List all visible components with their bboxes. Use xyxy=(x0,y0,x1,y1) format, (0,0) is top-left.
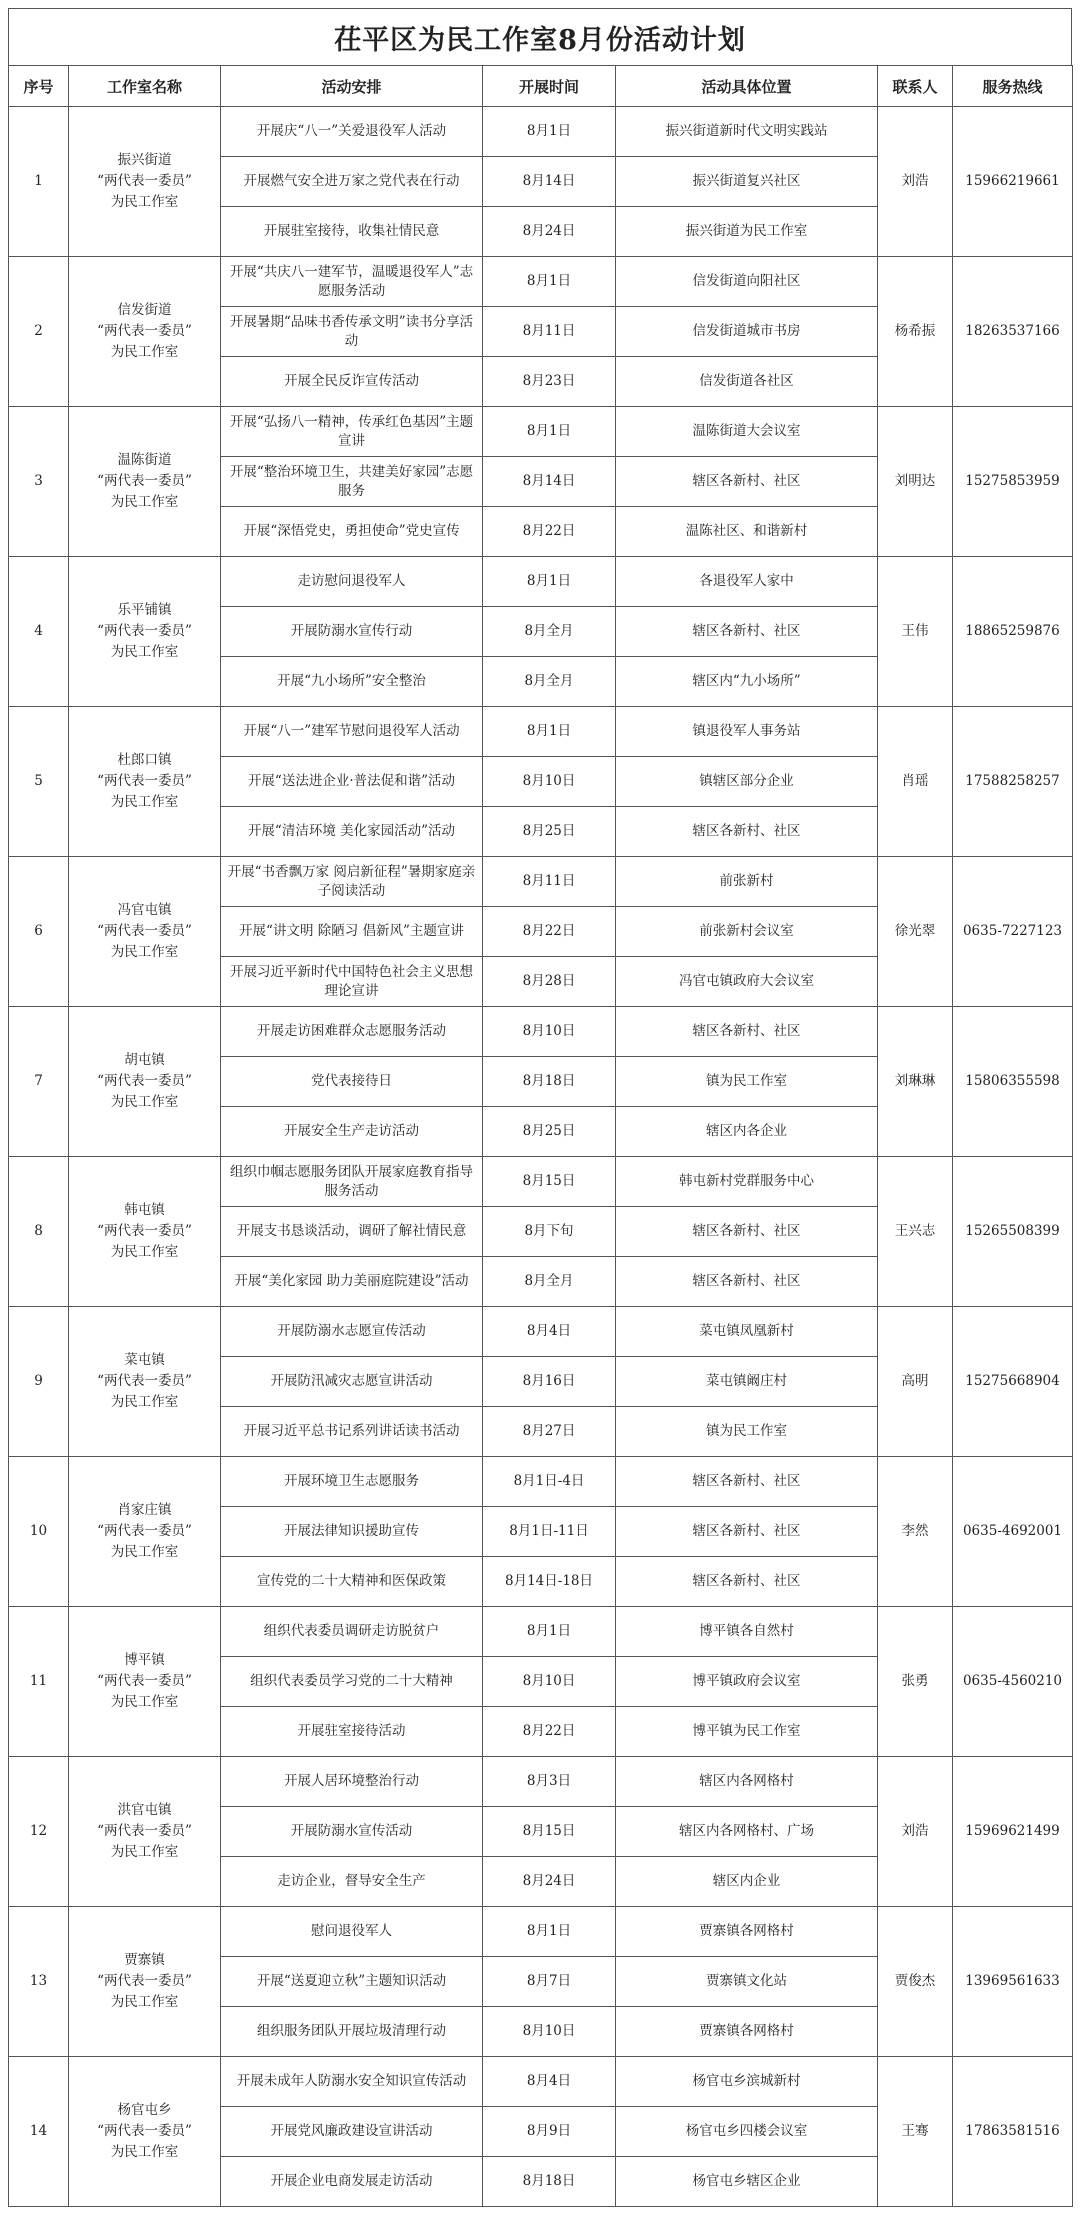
time-cell: 8月9日 xyxy=(483,2107,616,2157)
phone-cell: 13969561633 xyxy=(953,1907,1073,2057)
time-cell: 8月10日 xyxy=(483,2007,616,2057)
activity-cell: 组织巾帼志愿服务团队开展家庭教育指导服务活动 xyxy=(221,1157,483,1207)
table-row xyxy=(9,1907,1073,1957)
contact-cell: 刘浩 xyxy=(878,107,953,257)
contact-cell: 王骞 xyxy=(878,2057,953,2207)
activity-cell: 开展“弘扬八一精神，传承红色基因”主题宣讲 xyxy=(221,407,483,457)
time-cell: 8月25日 xyxy=(483,807,616,857)
header-place: 活动具体位置 xyxy=(616,66,878,107)
row-number: 7 xyxy=(9,1007,69,1157)
activity-cell: 开展“美化家园 助力美丽庭院建设”活动 xyxy=(221,1257,483,1307)
activity-cell: 开展法律知识援助宣传 xyxy=(221,1507,483,1557)
place-cell: 冯官屯镇政府大会议室 xyxy=(616,957,878,1007)
activity-cell: 组织代表委员调研走访脱贫户 xyxy=(221,1607,483,1657)
place-cell: 辖区内各网格村 xyxy=(616,1757,878,1807)
studio-name: 杨官屯乡 “两代表一委员” 为民工作室 xyxy=(69,2057,221,2207)
place-cell: 镇退役军人事务站 xyxy=(616,707,878,757)
time-cell: 8月10日 xyxy=(483,1657,616,1707)
contact-cell: 李然 xyxy=(878,1457,953,1607)
place-cell: 贾寨镇各网格村 xyxy=(616,1907,878,1957)
time-cell: 8月15日 xyxy=(483,1157,616,1207)
studio-name: 肖家庄镇 “两代表一委员” 为民工作室 xyxy=(69,1457,221,1607)
place-cell: 辖区各新村、社区 xyxy=(616,1007,878,1057)
contact-cell: 杨希振 xyxy=(878,257,953,407)
studio-name: 韩屯镇 “两代表一委员” 为民工作室 xyxy=(69,1157,221,1307)
time-cell: 8月1日 xyxy=(483,107,616,157)
activity-cell: 开展党风廉政建设宣讲活动 xyxy=(221,2107,483,2157)
studio-name: 胡屯镇 “两代表一委员” 为民工作室 xyxy=(69,1007,221,1157)
phone-cell: 15806355598 xyxy=(953,1007,1073,1157)
activity-cell: 开展防汛减灾志愿宣讲活动 xyxy=(221,1357,483,1407)
time-cell: 8月27日 xyxy=(483,1407,616,1457)
time-cell: 8月全月 xyxy=(483,607,616,657)
place-cell: 前张新村会议室 xyxy=(616,907,878,957)
row-number: 8 xyxy=(9,1157,69,1307)
activity-cell: 开展企业电商发展走访活动 xyxy=(221,2157,483,2207)
table-row xyxy=(9,857,1073,907)
table-row xyxy=(9,2057,1073,2107)
time-cell: 8月11日 xyxy=(483,857,616,907)
place-cell: 镇为民工作室 xyxy=(616,1407,878,1457)
place-cell: 贾寨镇各网格村 xyxy=(616,2007,878,2057)
activity-cell: 开展“深悟党史，勇担使命”党史宣传 xyxy=(221,507,483,557)
place-cell: 辖区各新村、社区 xyxy=(616,1257,878,1307)
phone-cell: 15275853959 xyxy=(953,407,1073,557)
place-cell: 辖区各新村、社区 xyxy=(616,457,878,507)
time-cell: 8月14日 xyxy=(483,157,616,207)
time-cell: 8月1日-11日 xyxy=(483,1507,616,1557)
studio-name: 温陈街道 “两代表一委员” 为民工作室 xyxy=(69,407,221,557)
activity-cell: 开展庆“八一”关爱退役军人活动 xyxy=(221,107,483,157)
time-cell: 8月3日 xyxy=(483,1757,616,1807)
place-cell: 辖区各新村、社区 xyxy=(616,1507,878,1557)
studio-name: 杜郎口镇 “两代表一委员” 为民工作室 xyxy=(69,707,221,857)
activity-table xyxy=(8,65,1073,2207)
time-cell: 8月24日 xyxy=(483,1857,616,1907)
place-cell: 杨官屯乡四楼会议室 xyxy=(616,2107,878,2157)
time-cell: 8月18日 xyxy=(483,1057,616,1107)
activity-cell: 开展“清洁环境 美化家园活动”活动 xyxy=(221,807,483,857)
place-cell: 菜屯镇阚庄村 xyxy=(616,1357,878,1407)
table-row xyxy=(9,557,1073,607)
studio-name: 乐平铺镇 “两代表一委员” 为民工作室 xyxy=(69,557,221,707)
activity-cell: 开展“整治环境卫生，共建美好家园”志愿服务 xyxy=(221,457,483,507)
place-cell: 镇为民工作室 xyxy=(616,1057,878,1107)
place-cell: 韩屯新村党群服务中心 xyxy=(616,1157,878,1207)
activity-cell: 组织服务团队开展垃圾清理行动 xyxy=(221,2007,483,2057)
time-cell: 8月1日 xyxy=(483,707,616,757)
place-cell: 菜屯镇凤凰新村 xyxy=(616,1307,878,1357)
activity-cell: 开展防溺水宣传行动 xyxy=(221,607,483,657)
studio-name: 洪官屯镇 “两代表一委员” 为民工作室 xyxy=(69,1757,221,1907)
time-cell: 8月24日 xyxy=(483,207,616,257)
time-cell: 8月1日-4日 xyxy=(483,1457,616,1507)
contact-cell: 刘明达 xyxy=(878,407,953,557)
activity-cell: 宣传党的二十大精神和医保政策 xyxy=(221,1557,483,1607)
activity-cell: 开展“八一”建军节慰问退役军人活动 xyxy=(221,707,483,757)
place-cell: 贾寨镇文化站 xyxy=(616,1957,878,2007)
row-number: 13 xyxy=(9,1907,69,2057)
studio-name: 博平镇 “两代表一委员” 为民工作室 xyxy=(69,1607,221,1757)
time-cell: 8月23日 xyxy=(483,357,616,407)
header-activity: 活动安排 xyxy=(221,66,483,107)
contact-cell: 刘浩 xyxy=(878,1757,953,1907)
row-number: 6 xyxy=(9,857,69,1007)
table-row xyxy=(9,1457,1073,1507)
time-cell: 8月7日 xyxy=(483,1957,616,2007)
time-cell: 8月1日 xyxy=(483,557,616,607)
activity-cell: 开展环境卫生志愿服务 xyxy=(221,1457,483,1507)
table-row xyxy=(9,1157,1073,1207)
activity-cell: 开展全民反诈宣传活动 xyxy=(221,357,483,407)
phone-cell: 15969621499 xyxy=(953,1757,1073,1907)
time-cell: 8月1日 xyxy=(483,1907,616,1957)
time-cell: 8月18日 xyxy=(483,2157,616,2207)
header-time: 开展时间 xyxy=(483,66,616,107)
phone-cell: 0635-4692001 xyxy=(953,1457,1073,1607)
time-cell: 8月10日 xyxy=(483,1007,616,1057)
row-number: 14 xyxy=(9,2057,69,2207)
contact-cell: 徐光翠 xyxy=(878,857,953,1007)
place-cell: 振兴街道复兴社区 xyxy=(616,157,878,207)
activity-cell: 开展燃气安全进万家之党代表在行动 xyxy=(221,157,483,207)
header-contact: 联系人 xyxy=(878,66,953,107)
time-cell: 8月28日 xyxy=(483,957,616,1007)
phone-cell: 0635-7227123 xyxy=(953,857,1073,1007)
activity-cell: 开展未成年人防溺水安全知识宣传活动 xyxy=(221,2057,483,2107)
activity-cell: 走访企业，督导安全生产 xyxy=(221,1857,483,1907)
contact-cell: 张勇 xyxy=(878,1607,953,1757)
place-cell: 前张新村 xyxy=(616,857,878,907)
studio-name: 振兴街道 “两代表一委员” 为民工作室 xyxy=(69,107,221,257)
place-cell: 辖区各新村、社区 xyxy=(616,1557,878,1607)
time-cell: 8月22日 xyxy=(483,507,616,557)
place-cell: 杨官屯乡滨城新村 xyxy=(616,2057,878,2107)
contact-cell: 王兴志 xyxy=(878,1157,953,1307)
place-cell: 镇辖区部分企业 xyxy=(616,757,878,807)
time-cell: 8月22日 xyxy=(483,1707,616,1757)
activity-cell: 开展“讲文明 除陋习 倡新风”主题宣讲 xyxy=(221,907,483,957)
row-number: 2 xyxy=(9,257,69,407)
time-cell: 8月1日 xyxy=(483,1607,616,1657)
time-cell: 8月4日 xyxy=(483,1307,616,1357)
place-cell: 信发街道向阳社区 xyxy=(616,257,878,307)
activity-cell: 开展“九小场所”安全整治 xyxy=(221,657,483,707)
activity-cell: 开展“书香飘万家 阅启新征程”暑期家庭亲子阅读活动 xyxy=(221,857,483,907)
activity-cell: 开展暑期“品味书香传承文明”读书分享活动 xyxy=(221,307,483,357)
time-cell: 8月4日 xyxy=(483,2057,616,2107)
row-number: 4 xyxy=(9,557,69,707)
row-number: 1 xyxy=(9,107,69,257)
time-cell: 8月22日 xyxy=(483,907,616,957)
time-cell: 8月10日 xyxy=(483,757,616,807)
schedule-sheet xyxy=(8,8,1072,2207)
table-row xyxy=(9,1607,1073,1657)
contact-cell: 王伟 xyxy=(878,557,953,707)
row-number: 3 xyxy=(9,407,69,557)
time-cell: 8月16日 xyxy=(483,1357,616,1407)
activity-cell: 开展习近平总书记系列讲话读书活动 xyxy=(221,1407,483,1457)
phone-cell: 15275668904 xyxy=(953,1307,1073,1457)
studio-name: 贾寨镇 “两代表一委员” 为民工作室 xyxy=(69,1907,221,2057)
place-cell: 辖区内“九小场所” xyxy=(616,657,878,707)
table-row xyxy=(9,1757,1073,1807)
phone-cell: 17863581516 xyxy=(953,2057,1073,2207)
place-cell: 温陈社区、和谐新村 xyxy=(616,507,878,557)
activity-cell: 开展支书恳谈活动，调研了解社情民意 xyxy=(221,1207,483,1257)
phone-cell: 0635-4560210 xyxy=(953,1607,1073,1757)
row-number: 12 xyxy=(9,1757,69,1907)
activity-cell: 开展驻室接待，收集社情民意 xyxy=(221,207,483,257)
place-cell: 辖区内各企业 xyxy=(616,1107,878,1157)
time-cell: 8月15日 xyxy=(483,1807,616,1857)
activity-cell: 开展人居环境整治行动 xyxy=(221,1757,483,1807)
activity-cell: 开展习近平新时代中国特色社会主义思想理论宣讲 xyxy=(221,957,483,1007)
table-header-row xyxy=(9,66,1073,107)
activity-cell: 开展“送法进企业·普法促和谐”活动 xyxy=(221,757,483,807)
place-cell: 信发街道各社区 xyxy=(616,357,878,407)
place-cell: 博平镇为民工作室 xyxy=(616,1707,878,1757)
activity-cell: 开展安全生产走访活动 xyxy=(221,1107,483,1157)
table-row xyxy=(9,707,1073,757)
studio-name: 信发街道 “两代表一委员” 为民工作室 xyxy=(69,257,221,407)
time-cell: 8月25日 xyxy=(483,1107,616,1157)
activity-cell: 走访慰问退役军人 xyxy=(221,557,483,607)
time-cell: 8月全月 xyxy=(483,657,616,707)
time-cell: 8月14日 xyxy=(483,457,616,507)
contact-cell: 高明 xyxy=(878,1307,953,1457)
time-cell: 8月1日 xyxy=(483,407,616,457)
studio-name: 菜屯镇 “两代表一委员” 为民工作室 xyxy=(69,1307,221,1457)
place-cell: 博平镇政府会议室 xyxy=(616,1657,878,1707)
activity-cell: 开展防溺水志愿宣传活动 xyxy=(221,1307,483,1357)
place-cell: 博平镇各自然村 xyxy=(616,1607,878,1657)
activity-cell: 开展“共庆八一建军节，温暖退役军人”志愿服务活动 xyxy=(221,257,483,307)
activity-cell: 党代表接待日 xyxy=(221,1057,483,1107)
place-cell: 辖区各新村、社区 xyxy=(616,807,878,857)
place-cell: 信发街道城市书房 xyxy=(616,307,878,357)
table-row xyxy=(9,257,1073,307)
time-cell: 8月1日 xyxy=(483,257,616,307)
table-row xyxy=(9,107,1073,157)
activity-cell: 组织代表委员学习党的二十大精神 xyxy=(221,1657,483,1707)
activity-cell: 慰问退役军人 xyxy=(221,1907,483,1957)
place-cell: 辖区内各网格村、广场 xyxy=(616,1807,878,1857)
phone-cell: 18865259876 xyxy=(953,557,1073,707)
place-cell: 振兴街道新时代文明实践站 xyxy=(616,107,878,157)
time-cell: 8月下旬 xyxy=(483,1207,616,1257)
row-number: 5 xyxy=(9,707,69,857)
contact-cell: 贾俊杰 xyxy=(878,1907,953,2057)
phone-cell: 15265508399 xyxy=(953,1157,1073,1307)
activity-cell: 开展走访困难群众志愿服务活动 xyxy=(221,1007,483,1057)
contact-cell: 刘琳琳 xyxy=(878,1007,953,1157)
place-cell: 辖区各新村、社区 xyxy=(616,1207,878,1257)
phone-cell: 18263537166 xyxy=(953,257,1073,407)
table-row xyxy=(9,407,1073,457)
time-cell: 8月全月 xyxy=(483,1257,616,1307)
place-cell: 杨官屯乡辖区企业 xyxy=(616,2157,878,2207)
row-number: 9 xyxy=(9,1307,69,1457)
place-cell: 温陈街道大会议室 xyxy=(616,407,878,457)
place-cell: 各退役军人家中 xyxy=(616,557,878,607)
time-cell: 8月14日-18日 xyxy=(483,1557,616,1607)
table-body xyxy=(9,107,1073,2207)
place-cell: 辖区内企业 xyxy=(616,1857,878,1907)
page-title: 茌平区为民工作室8月份活动计划 xyxy=(8,8,1072,65)
place-cell: 辖区各新村、社区 xyxy=(616,607,878,657)
phone-cell: 17588258257 xyxy=(953,707,1073,857)
header-phone: 服务热线 xyxy=(953,66,1073,107)
studio-name: 冯官屯镇 “两代表一委员” 为民工作室 xyxy=(69,857,221,1007)
header-no: 序号 xyxy=(9,66,69,107)
phone-cell: 15966219661 xyxy=(953,107,1073,257)
time-cell: 8月11日 xyxy=(483,307,616,357)
activity-cell: 开展防溺水宣传活动 xyxy=(221,1807,483,1857)
activity-cell: 开展驻室接待活动 xyxy=(221,1707,483,1757)
place-cell: 振兴街道为民工作室 xyxy=(616,207,878,257)
contact-cell: 肖瑶 xyxy=(878,707,953,857)
row-number: 10 xyxy=(9,1457,69,1607)
activity-cell: 开展“送夏迎立秋”主题知识活动 xyxy=(221,1957,483,2007)
table-row xyxy=(9,1007,1073,1057)
header-studio: 工作室名称 xyxy=(69,66,221,107)
place-cell: 辖区各新村、社区 xyxy=(616,1457,878,1507)
table-row xyxy=(9,1307,1073,1357)
row-number: 11 xyxy=(9,1607,69,1757)
